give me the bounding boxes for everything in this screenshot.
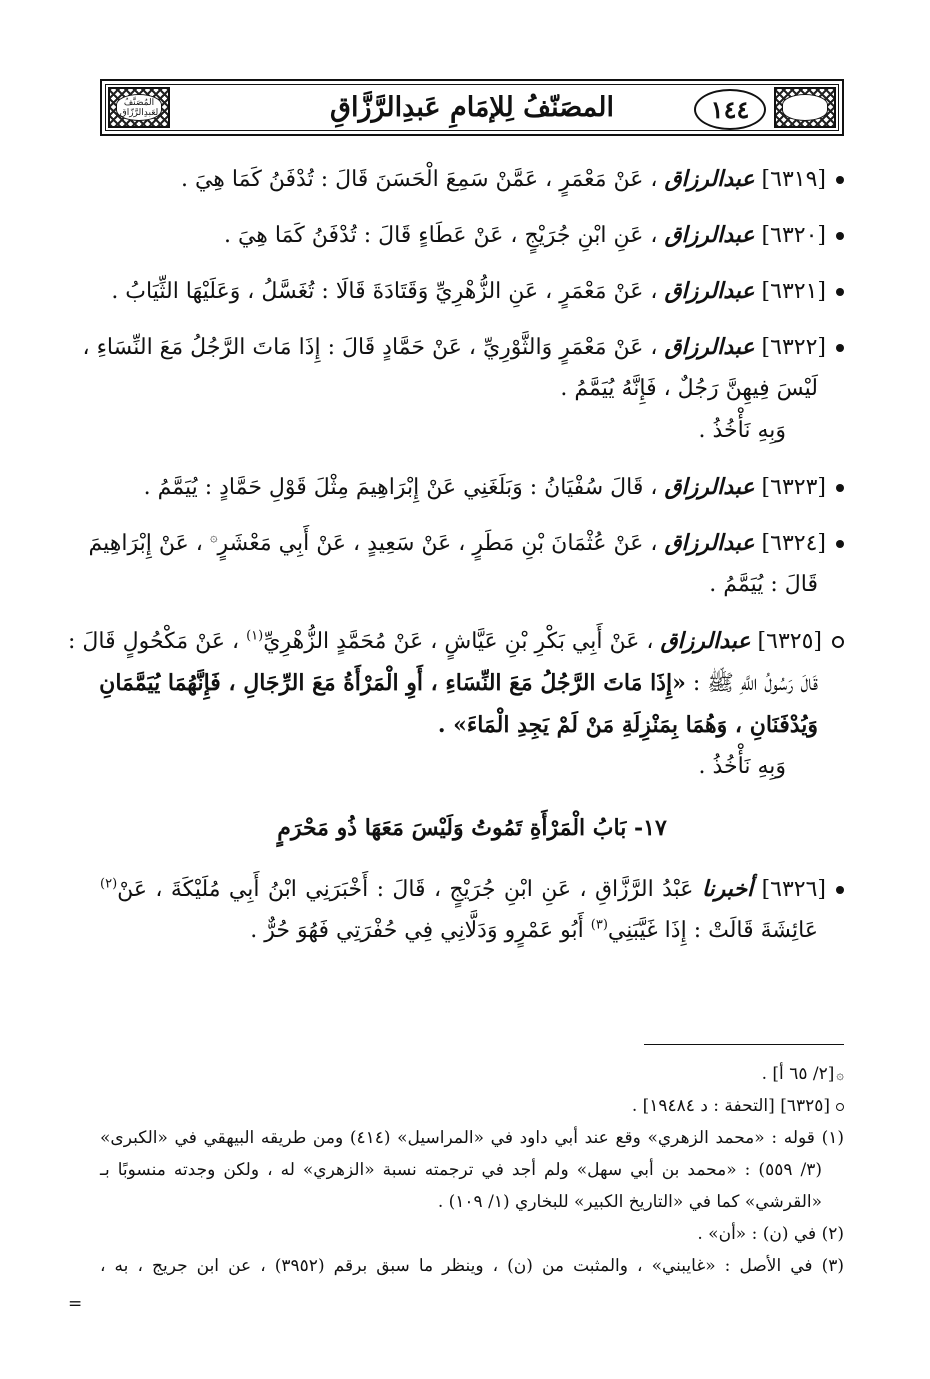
hadith-text: ، عَنْ مَعْمَرٍ ، عَنِ الزُّهْرِيِّ وَقَتَادَةَ قَالَا : تُغَسَّلُ ، وَعَلَيْهَا الثِّيَابُ . (111, 279, 658, 304)
ornament-label (782, 94, 828, 121)
bullet-icon (836, 484, 844, 492)
hadith-number: [٦٣٢١] (761, 279, 826, 304)
footnote-1-cont: (٣/ ٥٥٩) : «محمد بن أبي سهل» ولم أجد في ترجمته نسبة «الزهري» له ، ولكن وجدته منسوبًا بـ (100, 1160, 822, 1180)
hadith-6324 (88, 522, 844, 564)
narrator: عبدالرزاق (664, 334, 755, 360)
hadith-6320 (100, 214, 844, 256)
hadith-6325-cont (100, 662, 844, 704)
folio-marker-icon: ۞ (209, 530, 218, 546)
narrator: عبدالرزاق (664, 530, 755, 556)
hadith-text: عَائِشَةَ قَالَتْ : إِذَا غَيَّبَنِي (607, 918, 818, 943)
bullet-icon (836, 288, 844, 296)
footnote-3: (٣) في الأصل : «غايبني» ، والمثبت من (ن) ، وينظر ما سبق برقم (٣٩٥٢) ، عن ابن جريج ، به ، (100, 1256, 844, 1276)
hadith-text: ، قَالَ سُفْيَانُ : وَبَلَغَنِي عَنْ إِبْرَاهِيمَ مِثْلَ قَوْلِ حَمَّادٍ : يُيَمَّمُ . (143, 475, 658, 500)
running-title: المصَنّفُ لِلإمَامِ عَبدِالرَّزَّاقِ (330, 92, 614, 123)
hadith-text: ، عَنْ مَعْمَرٍ ، عَمَّنْ سَمِعَ الْحَسَنَ قَالَ : تُدْفَنُ كَمَا هِيَ . (180, 167, 658, 192)
main-text (68, 158, 844, 952)
footnote-ref: (٣) (590, 917, 608, 933)
narrator: عبدالرزاق (660, 628, 751, 654)
hadith-text: ، عَنْ أَبِي بَكْرِ بْنِ عَيَّاشٍ ، عَنْ مُحَمَّدٍ الزُّهْرِيِّ (263, 629, 654, 654)
bullet-icon (836, 176, 844, 184)
hadith-number: [٦٣٢٣] (761, 475, 826, 500)
hadith-number: [٦٣٢٦] (761, 877, 827, 902)
hadith-text: قَالَ رَسُولُ اللَّهِ ﷺ : (692, 671, 818, 696)
bullet-icon (836, 886, 844, 894)
hadith-6322-cont: لَيْسَ فِيهِنَّ رَجُلٌ ، فَإِنَّهُ يُيَمَّمُ . (560, 376, 818, 401)
page-number: ١٤٤ (694, 89, 766, 130)
hadith-6322 (82, 326, 844, 368)
page-header (100, 79, 844, 136)
hadith-6324-cont: قَالَ : يُيَمَّمُ . (709, 572, 818, 597)
hadith-text: ، عَنْ إِبْرَاهِيمَ (88, 531, 203, 556)
footnote-ref: (١) (246, 628, 264, 644)
circle-marker-icon (836, 1103, 844, 1111)
narrator: عبدالرزاق (664, 166, 755, 192)
bullet-icon (836, 344, 844, 352)
hadith-text: أَبُو عَمْرٍو وَدَلَّانِي فِي حُفْرَتِي فَهُوَ حُرٌّ . (250, 918, 584, 943)
hadith-number: [٦٣٢٤] (761, 531, 826, 556)
hadith-6323 (100, 466, 844, 508)
hadith-number: [٦٣٢٠] (761, 223, 826, 248)
hadith-6325-comment: وَبِهِ نَأْخُذُ . (698, 754, 786, 779)
bullet-icon (836, 232, 844, 240)
hadith-6325 (68, 620, 844, 662)
ornament-label: المُصَنَّفُ لعَبدِالرَّزّاق (116, 94, 162, 121)
narrator: عبدالرزاق (664, 222, 755, 248)
footnotes (100, 1058, 844, 1282)
hadith-6326 (100, 868, 844, 910)
hadith-number: [٦٣١٩] (761, 167, 826, 192)
header-ornament-left (108, 87, 170, 128)
hadith-text: ، عَنْ عُثْمَانَ بْنِ مَطَرٍ ، عَنْ سَعِيدٍ ، عَنْ أَبِي مَعْشَرٍ (217, 531, 658, 556)
hadith-text: ، عَنِ ابْنِ جُرَيْجٍ ، عَنْ عَطَاءٍ قَالَ : تُدْفَنُ كَمَا هِيَ . (223, 223, 658, 248)
hadith-text: ، عَنْ مَعْمَرٍ وَالثَّوْرِيِّ ، عَنْ حَمَّادٍ قَالَ : إِذَا مَاتَ الرَّجُلُ مَعَ النِّسَاءِ ، (82, 335, 658, 360)
takhrij-note: [٦٣٢٥] [التحفة : د ١٩٤٨٤] . (100, 1090, 844, 1122)
hadith-6325-cont: وَيُدْفَنَانِ ، وَهُمَا بِمَنْزِلَةِ مَنْ لَمْ يَجِدِ الْمَاءَ» . (437, 712, 818, 738)
hadith-6319 (100, 158, 844, 200)
hadith-6326-cont (100, 910, 844, 952)
hadith-number: [٦٣٢٢] (761, 335, 826, 360)
hadith-text: عَبْدُ الرَّزَّاقِ ، عَنِ ابْنِ جُرَيْجٍ ، قَالَ : أَخْبَرَنِي ابْنُ أَبِي مُلَيْكَةَ ، عَنْ (117, 877, 694, 902)
narrator: أخبرنا (701, 876, 754, 902)
footnote-2: (٢) في (ن) : «أن» . (697, 1224, 844, 1244)
bullet-icon (836, 540, 844, 548)
chapter-heading: ١٧- بَابُ الْمَرْأَةِ تَمُوتُ وَلَيْسَ مَعَهَا ذُو مَحْرَمٍ (277, 815, 667, 841)
continuation-sign: = (68, 1294, 83, 1314)
header-ornament-right (774, 87, 836, 128)
narrator: عبدالرزاق (664, 278, 755, 304)
footnote-1: (١) قوله : «محمد الزهري» وقع عند أبي داود في «المراسيل» (٤١٤) ومن طريقه البيهقي في «الكبرى» (100, 1128, 844, 1148)
hadith-6321 (100, 270, 844, 312)
circle-bullet-icon (832, 636, 844, 648)
folio-marker-icon: ۞ (836, 1068, 844, 1083)
footnote-ref: (٢) (100, 876, 118, 892)
hadith-number: [٦٣٢٥] (757, 629, 822, 654)
folio-note: ۞[٢/ ٦٥ أ] . (100, 1058, 844, 1090)
footnote-1-cont: «القرشي» كما في «التاريخ الكبير» للبخاري (١/ ١٠٩) . (437, 1192, 822, 1212)
hadith-text: ، عَنْ مَكْحُولٍ قَالَ : (68, 629, 240, 654)
prophetic-text: «إِذَا مَاتَ الرَّجُلُ مَعَ النِّسَاءِ ، أَوِ الْمَرْأَةُ مَعَ الرِّجَالِ ، فَإِنَّهُمَا يُيَمَّمَانِ (99, 670, 686, 696)
footnote-separator (644, 1044, 844, 1045)
narrator: عبدالرزاق (664, 474, 755, 500)
hadith-6322-comment: وَبِهِ نَأْخُذُ . (698, 418, 786, 443)
